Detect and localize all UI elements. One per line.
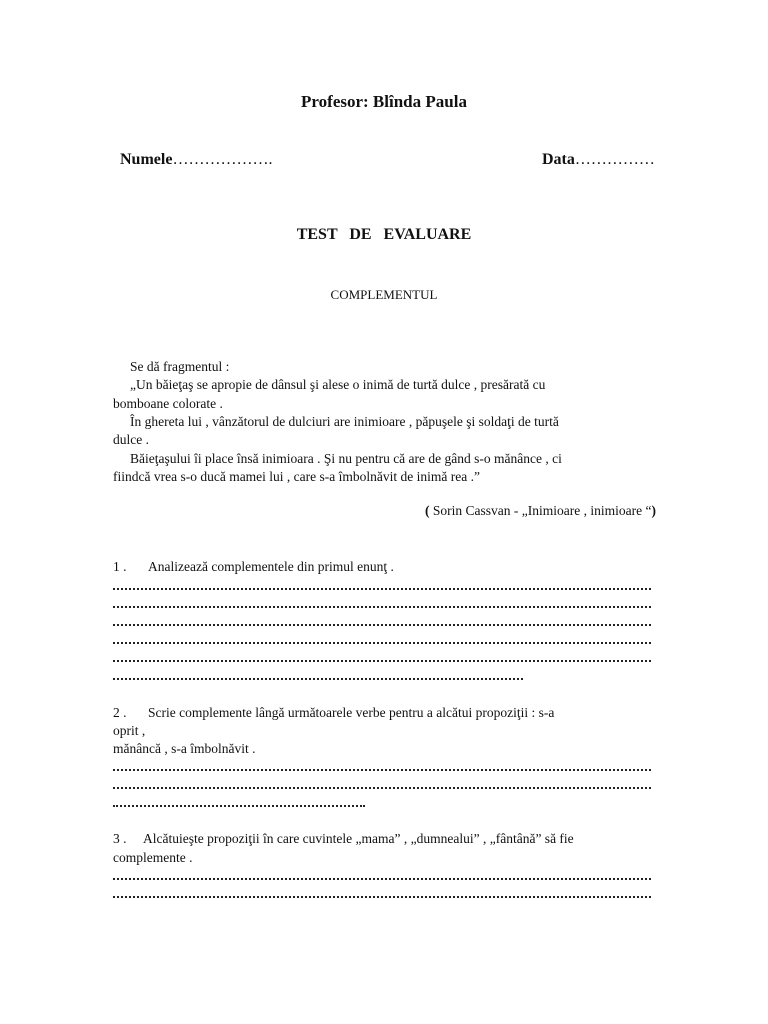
source-text: Sorin Cassvan - „Inimioare , inimioare “ [429, 503, 652, 518]
teacher-name: Profesor: Blînda Paula [301, 92, 467, 111]
answer-line [113, 674, 523, 680]
fragment-line: dulce . [113, 432, 149, 447]
question-text: oprit , [113, 723, 146, 738]
source-close-paren: ) [651, 503, 656, 518]
fragment-line: fiindcă vrea s-o ducă mamei lui , care s-a îmbolnăvit de inimă rea .” [113, 469, 480, 484]
fragment-line: În ghereta lui , vânzătorul de dulciuri are inimioare , păpuşele şi soldaţi de turtă [130, 414, 559, 429]
answer-line [113, 801, 365, 807]
answer-line [113, 874, 651, 880]
fragment-source [425, 503, 656, 519]
answer-line [113, 620, 651, 626]
name-dots: ………………. [172, 151, 273, 168]
date-label: Data [542, 151, 575, 168]
fragment-line: Băieţaşului îi place însă inimioara . Şi nu pentru că are de gând s-o mănânce , ci [130, 451, 562, 466]
question-text: complemente . [113, 850, 193, 865]
fragment-line: „Un băieţaş se apropie de dânsul şi alese o inimă de turtă dulce , presărată cu [130, 377, 546, 392]
question-text: Analizează complementele din primul enunţ . [148, 559, 394, 574]
fragment-intro: Se dă fragmentul : [130, 359, 230, 374]
source-open-paren: ( [425, 503, 430, 518]
question-text: mănâncă , s-a îmbolnăvit . [113, 741, 256, 756]
test-subtitle: COMPLEMENTUL [330, 287, 438, 302]
name-label: Numele [120, 151, 173, 168]
question-number: 2 . [113, 705, 127, 720]
question-number: 3 . [113, 831, 127, 846]
answer-line [113, 765, 651, 771]
answer-line [113, 783, 651, 789]
question-text: Alcătuieşte propoziţii în care cuvintele „mama” , „dumnealui” , „fântână” să fie [143, 831, 574, 846]
answer-line [113, 638, 651, 644]
question-number: 1 . [113, 559, 127, 574]
question-text: Scrie complemente lângă următoarele verbe pentru a alcătui propoziţii : s-a [148, 705, 555, 720]
date-field [542, 151, 655, 169]
name-field [120, 151, 272, 169]
answer-line [113, 892, 651, 898]
date-dots: …………… [574, 151, 655, 168]
answer-line [113, 656, 651, 662]
test-title: TEST DE EVALUARE [296, 226, 472, 243]
answer-line [113, 584, 651, 590]
answer-line [113, 602, 651, 608]
fragment-line: bomboane colorate . [113, 396, 223, 411]
